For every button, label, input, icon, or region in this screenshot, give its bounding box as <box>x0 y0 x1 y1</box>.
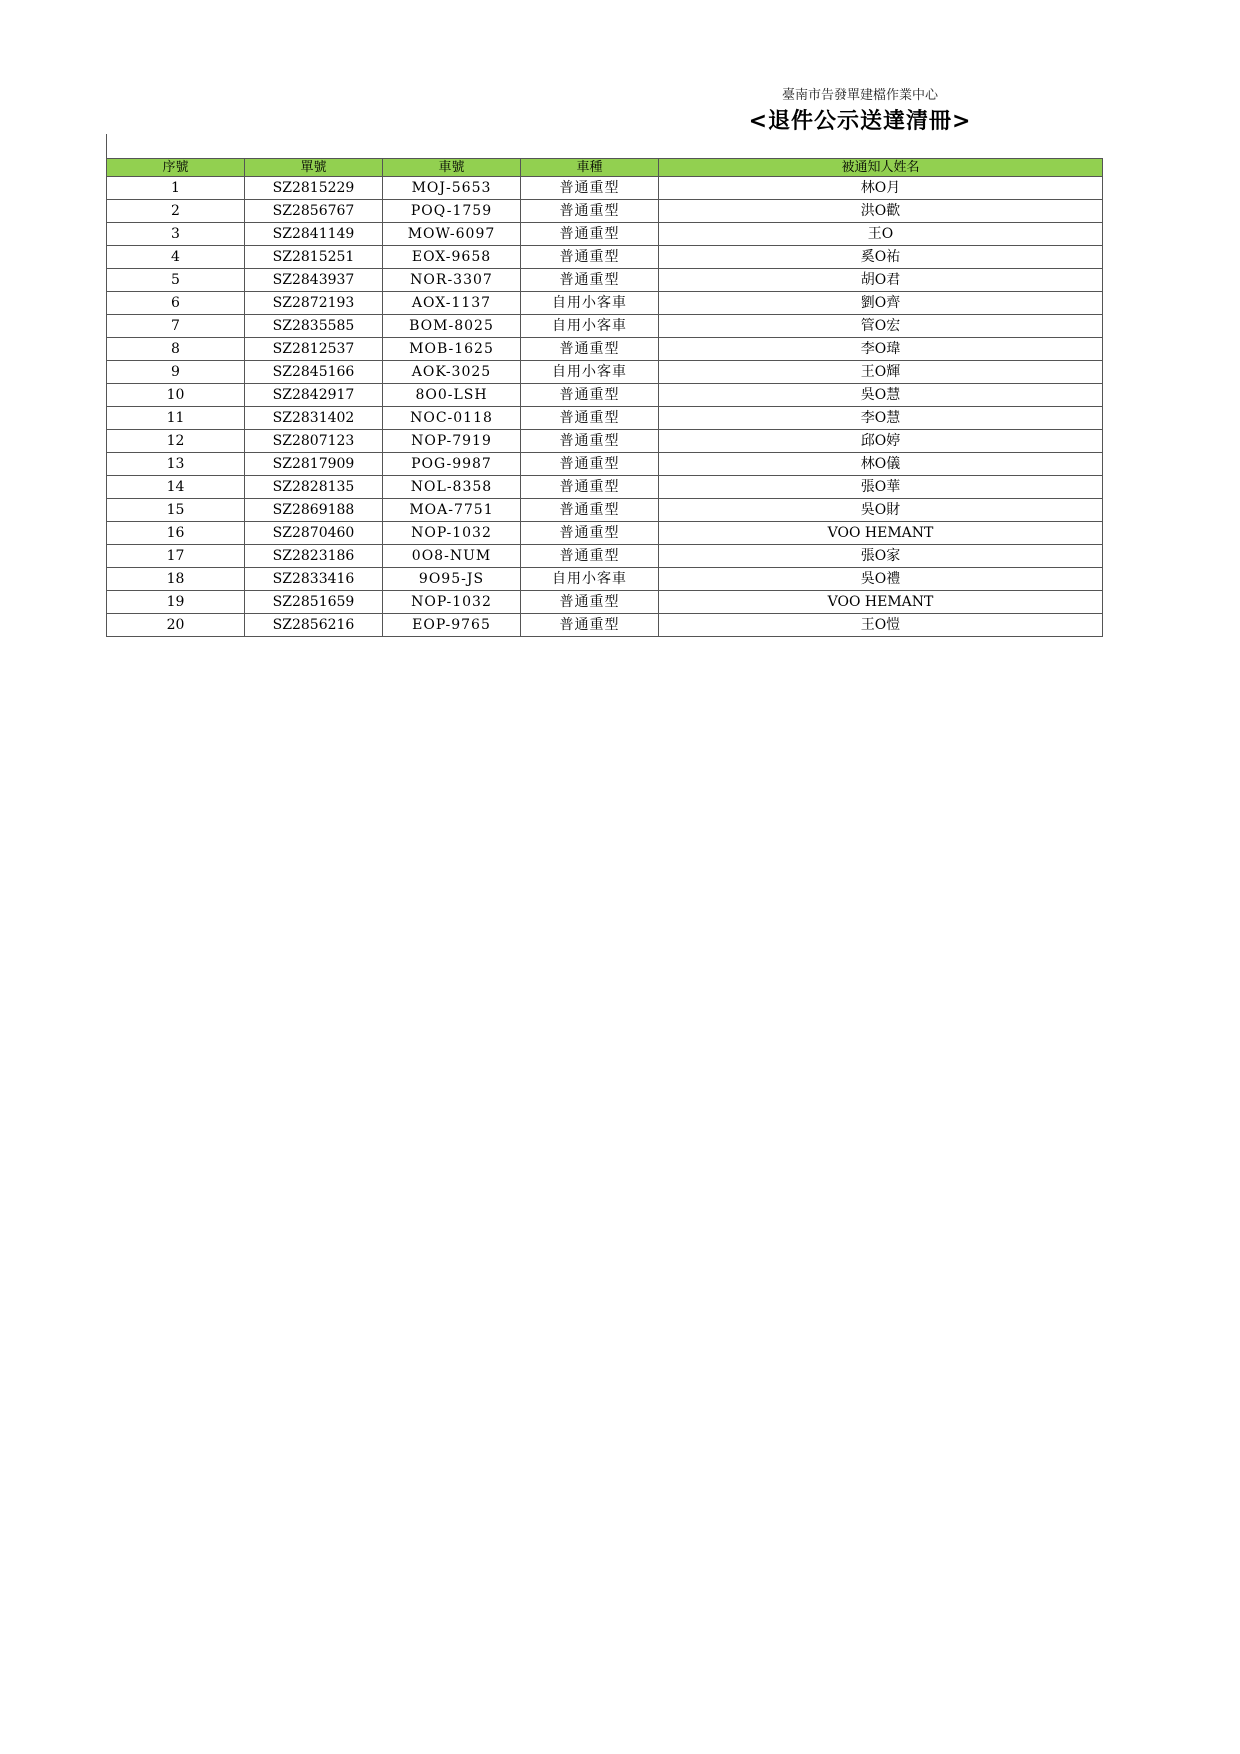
ticket-no-cell: SZ2856767 <box>245 200 383 223</box>
column-header-seq: 序號 <box>107 159 245 177</box>
plate-no-cell: NOP-1032 <box>383 591 521 614</box>
recipient-name-cell: 吳O禮 <box>659 568 1103 591</box>
table-row <box>107 246 1103 269</box>
plate-no-cell: MOW-6097 <box>383 223 521 246</box>
table-row <box>107 453 1103 476</box>
ticket-no-cell: SZ2872193 <box>245 292 383 315</box>
recipient-name-cell: 洪O歡 <box>659 200 1103 223</box>
ticket-no-cell: SZ2856216 <box>245 614 383 637</box>
plate-no-cell: POQ-1759 <box>383 200 521 223</box>
seq-cell: 14 <box>107 476 245 499</box>
plate-no-cell: 9O95-JS <box>383 568 521 591</box>
table-row <box>107 591 1103 614</box>
recipient-name-cell: 管O宏 <box>659 315 1103 338</box>
recipient-name-cell: 吳O慧 <box>659 384 1103 407</box>
recipient-name-cell: 李O慧 <box>659 407 1103 430</box>
recipient-name-cell: 邱O婷 <box>659 430 1103 453</box>
plate-no-cell: MOJ-5653 <box>383 177 521 200</box>
table-row <box>107 568 1103 591</box>
plate-no-cell: MOB-1625 <box>383 338 521 361</box>
column-header-vehicle-type: 車種 <box>521 159 659 177</box>
ticket-no-cell: SZ2833416 <box>245 568 383 591</box>
vehicle-type-cell: 自用小客車 <box>521 361 659 384</box>
table-body <box>107 177 1103 637</box>
seq-cell: 15 <box>107 499 245 522</box>
vehicle-type-cell: 普通重型 <box>521 177 659 200</box>
ticket-no-cell: SZ2823186 <box>245 545 383 568</box>
seq-cell: 11 <box>107 407 245 430</box>
plate-no-cell: NOC-0118 <box>383 407 521 430</box>
recipient-name-cell: 王O愷 <box>659 614 1103 637</box>
column-header-plate-no: 車號 <box>383 159 521 177</box>
table-row <box>107 522 1103 545</box>
column-header-recipient-name: 被通知人姓名 <box>659 159 1103 177</box>
recipient-name-cell: 奚O祐 <box>659 246 1103 269</box>
vehicle-type-cell: 普通重型 <box>521 545 659 568</box>
table-row <box>107 499 1103 522</box>
recipient-name-cell: 胡O君 <box>659 269 1103 292</box>
recipient-name-cell: VOO HEMANT <box>659 522 1103 545</box>
vehicle-type-cell: 普通重型 <box>521 522 659 545</box>
table-row <box>107 200 1103 223</box>
seq-cell: 4 <box>107 246 245 269</box>
table-row <box>107 430 1103 453</box>
ticket-no-cell: SZ2807123 <box>245 430 383 453</box>
ticket-no-cell: SZ2815251 <box>245 246 383 269</box>
plate-no-cell: POG-9987 <box>383 453 521 476</box>
plate-no-cell: AOX-1137 <box>383 292 521 315</box>
plate-no-cell: 8O0-LSH <box>383 384 521 407</box>
table-row <box>107 407 1103 430</box>
plate-no-cell: 0O8-NUM <box>383 545 521 568</box>
table-row <box>107 315 1103 338</box>
plate-no-cell: EOP-9765 <box>383 614 521 637</box>
table-row <box>107 545 1103 568</box>
vehicle-type-cell: 普通重型 <box>521 453 659 476</box>
seq-cell: 9 <box>107 361 245 384</box>
seq-cell: 1 <box>107 177 245 200</box>
vehicle-type-cell: 普通重型 <box>521 476 659 499</box>
plate-no-cell: NOL-8358 <box>383 476 521 499</box>
recipient-name-cell: 李O瑋 <box>659 338 1103 361</box>
plate-no-cell: AOK-3025 <box>383 361 521 384</box>
table-row <box>107 384 1103 407</box>
plate-no-cell: EOX-9658 <box>383 246 521 269</box>
seq-cell: 5 <box>107 269 245 292</box>
ticket-no-cell: SZ2831402 <box>245 407 383 430</box>
plate-no-cell: NOP-1032 <box>383 522 521 545</box>
vehicle-type-cell: 普通重型 <box>521 499 659 522</box>
vehicle-type-cell: 普通重型 <box>521 200 659 223</box>
recipient-name-cell: 林O月 <box>659 177 1103 200</box>
table-row <box>107 292 1103 315</box>
recipient-name-cell: 張O華 <box>659 476 1103 499</box>
seq-cell: 20 <box>107 614 245 637</box>
ticket-no-cell: SZ2828135 <box>245 476 383 499</box>
seq-cell: 7 <box>107 315 245 338</box>
ticket-no-cell: SZ2851659 <box>245 591 383 614</box>
ticket-no-cell: SZ2841149 <box>245 223 383 246</box>
recipient-name-cell: VOO HEMANT <box>659 591 1103 614</box>
table-row <box>107 269 1103 292</box>
seq-cell: 16 <box>107 522 245 545</box>
ticket-no-cell: SZ2843937 <box>245 269 383 292</box>
seq-cell: 13 <box>107 453 245 476</box>
plate-no-cell: BOM-8025 <box>383 315 521 338</box>
plate-no-cell: NOR-3307 <box>383 269 521 292</box>
vehicle-type-cell: 普通重型 <box>521 407 659 430</box>
seq-cell: 17 <box>107 545 245 568</box>
vehicle-type-cell: 普通重型 <box>521 269 659 292</box>
vehicle-type-cell: 普通重型 <box>521 223 659 246</box>
vehicle-type-cell: 自用小客車 <box>521 568 659 591</box>
recipient-name-cell: 張O家 <box>659 545 1103 568</box>
table-row <box>107 476 1103 499</box>
table-row <box>107 614 1103 637</box>
table-row <box>107 177 1103 200</box>
ticket-no-cell: SZ2870460 <box>245 522 383 545</box>
vehicle-type-cell: 自用小客車 <box>521 315 659 338</box>
column-header-ticket-no: 單號 <box>245 159 383 177</box>
vehicle-type-cell: 普通重型 <box>521 246 659 269</box>
table-header <box>107 159 1103 177</box>
seq-cell: 10 <box>107 384 245 407</box>
seq-cell: 8 <box>107 338 245 361</box>
table-row <box>107 338 1103 361</box>
recipient-name-cell: 王O <box>659 223 1103 246</box>
ticket-no-cell: SZ2869188 <box>245 499 383 522</box>
vehicle-type-cell: 普通重型 <box>521 614 659 637</box>
ticket-no-cell: SZ2842917 <box>245 384 383 407</box>
vehicle-type-cell: 普通重型 <box>521 430 659 453</box>
vehicle-type-cell: 普通重型 <box>521 384 659 407</box>
table-row <box>107 361 1103 384</box>
seq-cell: 19 <box>107 591 245 614</box>
roster-table <box>106 158 1103 637</box>
ticket-no-cell: SZ2812537 <box>245 338 383 361</box>
ticket-no-cell: SZ2815229 <box>245 177 383 200</box>
header-row <box>107 159 1103 177</box>
vehicle-type-cell: 普通重型 <box>521 338 659 361</box>
seq-cell: 12 <box>107 430 245 453</box>
plate-no-cell: NOP-7919 <box>383 430 521 453</box>
seq-cell: 3 <box>107 223 245 246</box>
vehicle-type-cell: 普通重型 <box>521 591 659 614</box>
document-title: <退件公示送達清冊> <box>748 109 972 134</box>
recipient-name-cell: 劉O齊 <box>659 292 1103 315</box>
recipient-name-cell: 林O儀 <box>659 453 1103 476</box>
recipient-name-cell: 吳O財 <box>659 499 1103 522</box>
seq-cell: 18 <box>107 568 245 591</box>
ticket-no-cell: SZ2845166 <box>245 361 383 384</box>
seq-cell: 6 <box>107 292 245 315</box>
plate-no-cell: MOA-7751 <box>383 499 521 522</box>
recipient-name-cell: 王O輝 <box>659 361 1103 384</box>
ticket-no-cell: SZ2835585 <box>245 315 383 338</box>
margin-rule <box>106 134 107 158</box>
seq-cell: 2 <box>107 200 245 223</box>
table-row <box>107 223 1103 246</box>
organization-name: 臺南市告發單建檔作業中心 <box>781 88 938 103</box>
vehicle-type-cell: 自用小客車 <box>521 292 659 315</box>
ticket-no-cell: SZ2817909 <box>245 453 383 476</box>
